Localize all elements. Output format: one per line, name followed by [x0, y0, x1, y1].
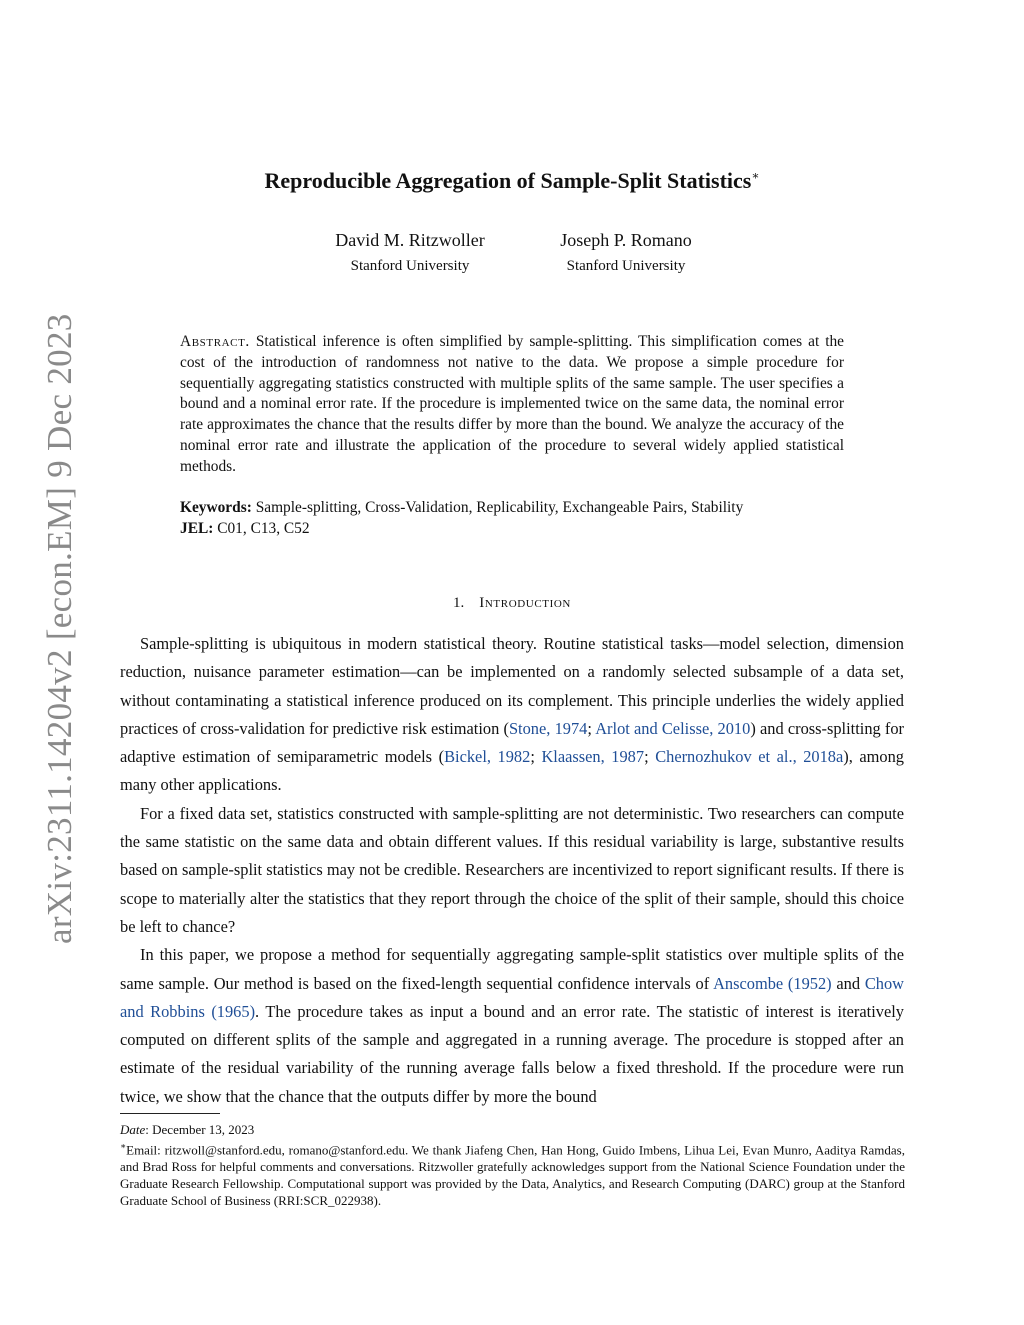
p1-sep: ; [530, 747, 542, 767]
author-name: Joseph P. Romano [560, 230, 692, 250]
section-number: 1. [453, 595, 465, 611]
abstract-label: Abstract. [180, 333, 250, 350]
citation-link[interactable]: Bickel, 1982 [444, 747, 531, 767]
p3-text: In this paper, we propose a method for sequentially aggregating sample-split statistics over multiple splits of the same sample. Our method is based on the fixed-length sequential confidence intervals of [120, 945, 904, 993]
title-footnote-mark: ∗ [751, 168, 760, 183]
keywords-line [180, 498, 860, 519]
keywords-label: Keywords: [180, 499, 252, 516]
date-text: : December 13, 2023 [145, 1122, 255, 1137]
author-block [516, 230, 736, 275]
keywords-block [180, 498, 860, 540]
footnotes [120, 1121, 905, 1209]
paragraph-3 [120, 941, 904, 1111]
author-name: David M. Ritzwoller [335, 230, 485, 250]
p3-text: . The procedure takes as input a bound and an error rate. The statistic of interest is iteratively computed on different splits of the sample and aggregated in a running average. The procedure is stopped after an estimate of the residual variability of the running average falls below a fixed threshold. If the procedure were run twice, we show that the chance that the outputs differ by more the bound [120, 1001, 904, 1106]
p1-text: Sample-splitting is ubiquitous in modern statistical theory. Routine statistical tasks—model selection, dimension reduction, nuisance parameter estimation—can be implemented on a randomly selected subsample of a data set, without contaminating a statistical inference produced on its complement. This principle underlies the widely applied practices of cross-validation for predictive risk estimation ( [120, 634, 904, 738]
p1-sep: ; [587, 718, 596, 738]
footnote-thanks-text: Email: ritzwoll@stanford.edu, romano@stanford.edu. We thank Jiafeng Chen, Han Hong, Guido Imbens, Lihua Lei, Evan Munro, Aaditya Ramdas, and Brad Ross for helpful comments and conversations. Ritzwoller gratefully acknowledges support from the National Science Foundation under the Graduate Research Fellowship. Computational support was provided by the Data, Analytics, and Research Computing (DARC) group at the Stanford Graduate School of Business (RRI:SCR_022938). [120, 1142, 905, 1209]
footnote-thanks [120, 1138, 905, 1209]
date-label: Date [120, 1122, 146, 1137]
keywords-text: Sample-splitting, Cross-Validation, Replicability, Exchangeable Pairs, Stability [255, 499, 744, 516]
paper-title [0, 168, 1024, 194]
body-text [120, 630, 904, 1111]
author-affiliation: Stanford University [350, 258, 470, 274]
author-block [300, 230, 520, 275]
p1-text: ), among many other applications. [120, 747, 905, 795]
citation-link[interactable]: Anscombe (1952) [713, 973, 832, 993]
author-affiliation: Stanford University [566, 258, 686, 274]
section-title: Introduction [479, 595, 571, 611]
paragraph-1 [120, 630, 904, 800]
citation-link[interactable]: Arlot and Celisse, 2010 [595, 718, 751, 738]
footnote-mark: ∗ [120, 1141, 127, 1151]
arxiv-identifier: arXiv:2311.14204v2 [econ.EM] 9 Dec 2023 [40, 313, 79, 944]
abstract-text: Statistical inference is often simplified by sample-splitting. This simplification comes at the cost of the introduction of randomness not native to the data. We propose a simple procedure for sequentially aggregating statistics constructed with multiple splits of the same sample. The user specifies a bound and a nominal error rate. If the procedure is implemented twice on the same data, the nominal error rate approximates the chance that the results differ by more than the bound. We analyze the accuracy of the nominal error rate and illustrate the application of the procedure to several widely applied statistical methods. [180, 333, 844, 475]
citation-link[interactable]: Klaassen, 1987 [541, 747, 645, 767]
paragraph-2: For a fixed data set, statistics constructed with sample-splitting are not deterministic. Two researchers can compute the same statistic on the same data and obtain different values. If this residual variability is large, substantive results based on sample-split statistics may not be credible. Researchers are incentivized to report significant results. If there is scope to materially alter the statistics that they report through the choice of the split of their sample, should this choice be left to chance? [120, 803, 904, 936]
abstract [180, 332, 844, 478]
jel-line [180, 519, 860, 540]
jel-label: JEL: [180, 519, 214, 537]
footnote-date [120, 1121, 905, 1138]
citation-link[interactable]: Chow and Robbins (1965) [120, 973, 904, 1021]
section-heading [0, 595, 1024, 612]
citation-link[interactable]: Chernozhukov et al., 2018a [655, 747, 844, 767]
title-text: Reproducible Aggregation of Sample-Split Statistics [264, 168, 752, 193]
footnote-rule [120, 1113, 220, 1114]
p1-text: ) and cross-splitting for adaptive estimation of semiparametric models ( [120, 718, 905, 767]
p1-sep: ; [644, 747, 656, 767]
jel-text: C01, C13, C52 [217, 519, 310, 537]
citation-link[interactable]: Stone, 1974 [508, 718, 588, 738]
p3-text: and [831, 973, 865, 993]
